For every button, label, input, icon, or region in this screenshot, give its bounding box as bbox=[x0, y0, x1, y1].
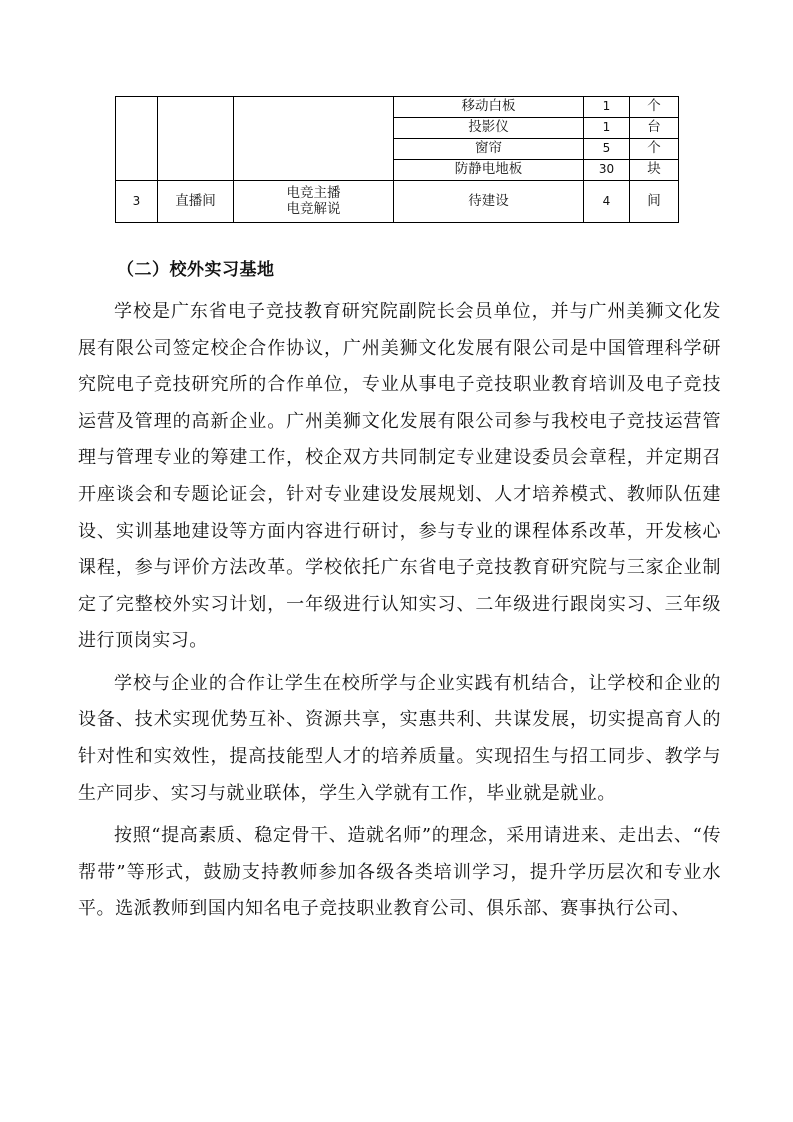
paragraph: 学校是广东省电子竞技教育研究院副院长会员单位，并与广州美狮文化发展有限公司签定校企合作协议，广州美狮文化发展有限公司是中国管理科学研究院电子竞技研究所的合作单位，专业从事电子竞技职业教育培训及电子竞技运营及管理的高新企业。广州美狮文化发展有限公司参与我校电子竞技运营管理与管理专业的筹建工作，校企双方共同制定专业建设委员会章程，并定期召开座谈会和专题论证会，针对专业建设发展规划、人才培养模式、教师队伍建设、实训基地建设等方面内容进行研讨，参与专业的课程体系改革，开发核心课程，参与评价方法改革。学校依托广东省电子竞技教育研究院与三家企业制定了完整校外实习计划，一年级进行认知实习、二年级进行跟岗实习、三年级进行顶岗实习。 bbox=[78, 301, 721, 652]
table-cell-item: 移动白板 bbox=[394, 97, 584, 118]
equipment-table bbox=[115, 96, 679, 223]
usage-line: 电竞主播 bbox=[286, 184, 341, 201]
table-cell-number: 3 bbox=[116, 181, 158, 223]
table-cell-item: 防静电地板 bbox=[394, 160, 584, 181]
table-cell-item: 待建设 bbox=[394, 181, 584, 223]
table-row bbox=[116, 181, 679, 223]
table-cell-qty: 1 bbox=[584, 118, 630, 139]
table-cell-unit: 台 bbox=[630, 118, 679, 139]
section-heading: （二）校外实习基地 bbox=[117, 260, 275, 280]
paragraph: 学校与企业的合作让学生在校所学与企业实践有机结合，让学校和企业的设备、技术实现优势互补、资源共享，实惠共利、共谋发展，切实提高育人的针对性和实效性，提高技能型人才的培养质量。实现招生与招工同步、教学与生产同步、实习与就业联体，学生入学就有工作，毕业就是就业。 bbox=[78, 672, 721, 804]
table-cell-empty bbox=[116, 97, 158, 181]
table-cell-unit: 个 bbox=[630, 139, 679, 160]
table-cell-empty bbox=[234, 97, 394, 181]
table-cell-unit: 块 bbox=[630, 160, 679, 181]
table-cell-usage bbox=[234, 181, 394, 223]
paragraph: 按照“提高素质、稳定骨干、造就名师”的理念，采用请进来、走出去、“传帮带”等形式，鼓励支持教师参加各级各类培训学习，提升学历层次和专业水平。选派教师到国内知名电子竞技职业教育公司、俱乐部、赛事执行公司、 bbox=[78, 824, 721, 920]
table-cell-qty: 5 bbox=[584, 139, 630, 160]
table-cell-qty: 30 bbox=[584, 160, 630, 181]
body-text bbox=[78, 294, 721, 933]
table-cell-qty: 4 bbox=[584, 181, 630, 223]
table-cell-unit: 间 bbox=[630, 181, 679, 223]
table-row bbox=[116, 97, 679, 118]
table-cell-item: 投影仪 bbox=[394, 118, 584, 139]
table-cell-empty bbox=[158, 97, 234, 181]
table-cell-item: 窗帘 bbox=[394, 139, 584, 160]
table-cell-qty: 1 bbox=[584, 97, 630, 118]
table-cell-unit: 个 bbox=[630, 97, 679, 118]
table-cell-room: 直播间 bbox=[158, 181, 234, 223]
usage-line: 电竞解说 bbox=[286, 200, 341, 217]
